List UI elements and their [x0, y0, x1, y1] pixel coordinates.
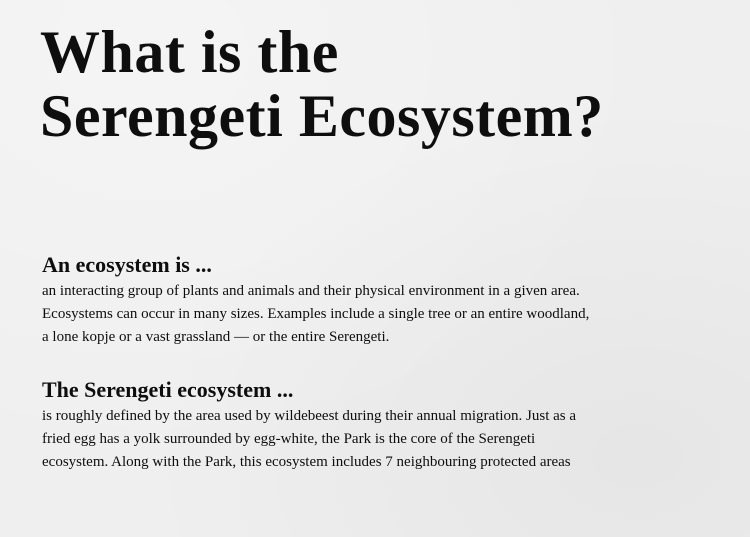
body-line: Ecosystems can occur in many sizes. Examples include a single tree or an entire woodland,: [42, 306, 590, 322]
title-line-1: What is the: [40, 19, 339, 85]
section-serengeti-ecosystem: [42, 377, 732, 474]
title-line-2: Serengeti Ecosystem?: [40, 83, 604, 149]
page-title: [40, 20, 604, 148]
section-body: [42, 405, 732, 474]
section-body: [42, 280, 732, 349]
section-heading: An ecosystem is ...: [42, 252, 212, 277]
body-line: fried egg has a yolk surrounded by egg-white, the Park is the core of the Serengeti: [42, 431, 536, 447]
section-heading: The Serengeti ecosystem ...: [42, 377, 294, 402]
section-ecosystem-definition: [42, 252, 732, 349]
body-line: a lone kopje or a vast grassland — or the entire Serengeti.: [42, 329, 390, 345]
body-line: is roughly defined by the area used by wildebeest during their annual migration. Just as a: [42, 408, 577, 424]
body-line: ecosystem. Along with the Park, this ecosystem includes 7 neighbouring protected areas: [42, 454, 571, 470]
body-line: an interacting group of plants and animals and their physical environment in a given area.: [42, 283, 580, 299]
